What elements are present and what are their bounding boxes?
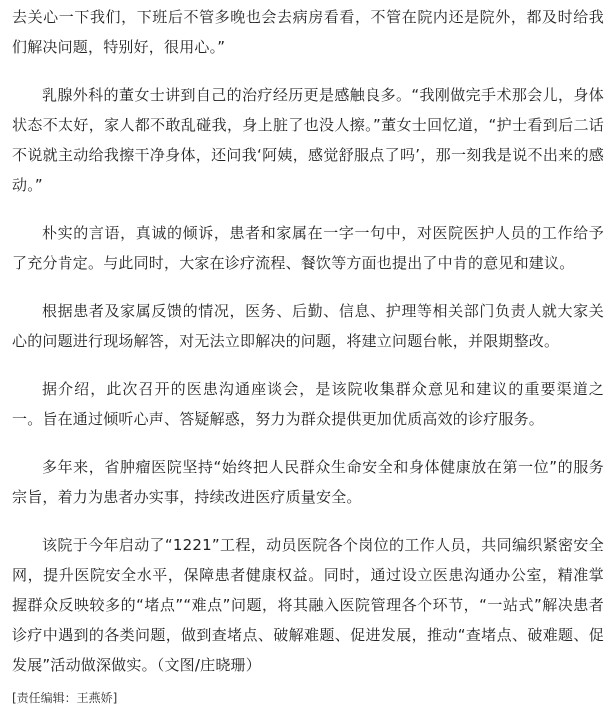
article-paragraph: 朴实的言语，真诚的倾诉，患者和家属在一字一句中，对医院医护人员的工作给予了充分肯定。与此同时，大家在诊疗流程、餐饮等方面也提出了中肯的意见和建议。 xyxy=(12,224,604,272)
article-paragraph: 去关心一下我们，下班后不管多晚也会去病房看看，不管在院内还是院外，都及时给我们解决问题，特别好，很用心。” xyxy=(12,8,604,56)
responsible-editor: [责任编辑：王燕娇] xyxy=(12,691,118,705)
article-body xyxy=(12,0,604,698)
article-paragraph: 该院于今年启动了“1221”工程，动员医院各个岗位的工作人员，共同编织紧密安全网，提升医院安全水平，保障患者健康权益。同时，通过设立医患沟通办公室，精准掌握群众反映较多的“堵点”“难点”问题，将其融入医院管理各个环节，“一站式”解决患者诊疗中遇到的各类问题，做到查堵点、破解难题、促进发展，推动“查堵点、破难题、促发展”活动做深做实。（文图/庄晓珊） xyxy=(12,536,604,674)
article-paragraph: 根据患者及家属反馈的情况，医务、后勤、信息、护理等相关部门负责人就大家关心的问题进行现场解答，对无法立即解决的问题，将建立问题台帐，并限期整改。 xyxy=(12,302,604,350)
article-paragraph: 据介绍，此次召开的医患沟通座谈会，是该院收集群众意见和建议的重要渠道之一。旨在通过倾听心声、答疑解惑，努力为群众提供更加优质高效的诊疗服务。 xyxy=(12,380,604,428)
article-paragraph: 多年来，省肿瘤医院坚持“始终把人民群众生命安全和身体健康放在第一位”的服务宗旨，着力为患者办实事，持续改进医疗质量安全。 xyxy=(12,458,604,506)
article-paragraph: 乳腺外科的董女士讲到自己的治疗经历更是感触良多。“我刚做完手术那会儿，身体状态不太好，家人都不敢乱碰我，身上脏了也没人擦。”董女士回忆道，“护士看到后二话不说就主动给我擦干净身体，还问我‘阿姨，感觉舒服点了吗’，那一刻我是说不出来的感动。” xyxy=(12,86,604,194)
